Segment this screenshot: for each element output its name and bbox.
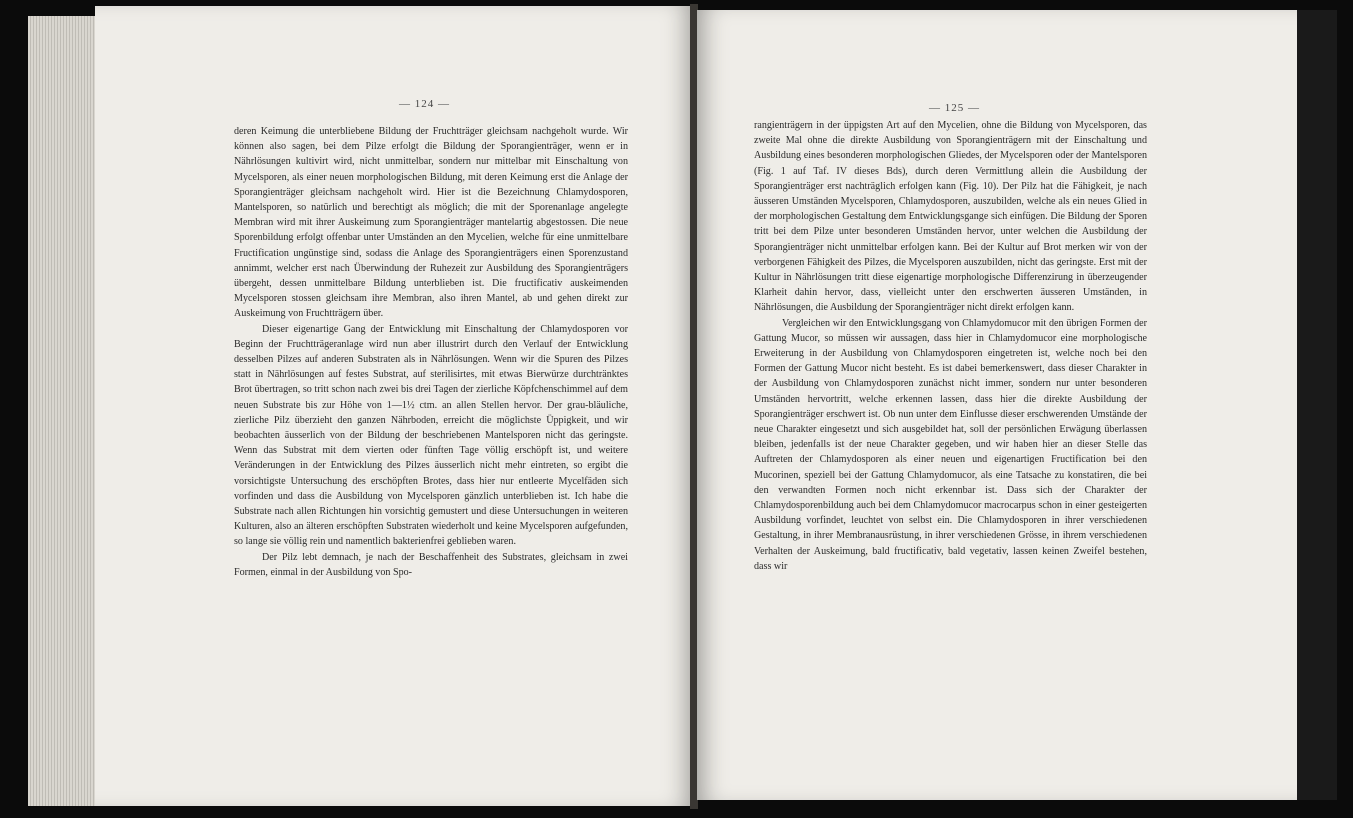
paragraph: deren Keimung die unterbliebene Bildung der Fruchtträger gleichsam nachgeholt wurde. Wir können also sagen, bei dem Pilze erfolgt die Bildung der Sporangienträger, wenn er in Nährlösungen kultivirt wird, nicht unmittelbar, sondern nur mittelbar mit Einschaltung von Mycelsporen, als einer neuen morphologischen Bildung, mit deren Keimung erst die Anlage der Sporangienträger gleichsam nachgeholt wird. Hier ist die Bezeichnung Chlamydosporen, Mantelsporen, so natürlich und berechtigt als möglich; die mit der Sporenanlage angelegte Membran wird mit ihrer Auskeimung zum Sporangienträger mantelartig abgestossen. Die neue Sporenbildung erfolgt offenbar unter Umständen an den Mycelien, welche für eine unmittelbare Fructification ungünstige sind, sodass die Anlage des Sporangienträgers einen Sporenzustand annimmt, welcher erst nach Überwindung der Ruhezeit zur Ausbildung des Sporangienträgers übergeht, dessen unmittelbare Bildung unterblieben ist. Die fructificativ auskeimenden Mycelsporen stossen gleichsam ihre Membran, also ihren Mantel, ab und gehen direkt zur Auskeimung von Fruchtträgern über. [234, 126, 628, 320]
page-number: — 125 — [929, 102, 980, 114]
background-edge [1297, 10, 1337, 800]
page-body [234, 124, 628, 580]
page-body [754, 118, 1147, 574]
right-page [697, 10, 1297, 800]
paragraph: rangienträgern in der üppigsten Art auf den Mycelien, ohne die Bildung von Mycelsporen, das zweite Mal ohne die direkte Ausbildung von Sporangienträgern mit der Einschaltung und Ausbildung eines besonderen morphologischen Gliedes, der Mycelsporen oder der Mantelsporen (Fig. 1 auf Taf. IV dieses Bds), durch deren Vermittlung allein die Ausbildung der Sporangienträger erst nachträglich erfolgen kann (Fig. 10). Der Pilz hat die Fähigkeit, je nach äusseren Umständen Mycelsporen, Chlamydosporen, auszubilden, welche als ein neues Glied in der morphologischen Gestaltung dem Entwicklungsgange sich einfügen. Die Bildung der Sporen tritt bei dem Pilze unter besonderen Umständen hervor, unter welchen die Ausbildung der Sporangienträger nicht unmittelbar erfolgen kann. Bei der Kultur auf Brot merken wir von der verborgenen Fähigkeit des Pilzes, die Mycelsporen auszubilden, nicht das geringste. Erst mit der Kultur in Nährlösungen tritt diese eigenartige morphologische Differenzirung in überzeugender Klarheit dahin hervor, dass, vielleicht unter den erschwerten äusseren Umständen, in Nährlösungen, die Ausbildung der Sporangienträger nicht direkt erfolgen kann. [754, 120, 1147, 314]
paragraph: Dieser eigenartige Gang der Entwicklung mit Einschaltung der Chlamydosporen vor Beginn der Fruchtträgeranlage wird nun aber illustrirt durch den Verlauf der Entwicklung desselben Pilzes auf anderen Substraten als in Nährlösungen. Wenn wir die Spuren des Pilzes statt in Nährlösungen auf festes Substrat, auf sterilisirtes, mit etwas Bierwürze durchtränktes Brot übertragen, so tritt schon nach zwei bis drei Tagen der zierliche Köpfchenschimmel auf dem neuen Substrate bis zur Höhe von 1—1½ ctm. an allen Stellen hervor. Der grau-bläuliche, zierliche Pilz überzieht den ganzen Nährboden, erreicht die möglichste Üppigkeit, und wir beobachten äusserlich von der Bildung der beschriebenen Mantelsporen nicht das geringste. Wenn das Substrat mit dem vierten oder fünften Tage völlig erschöpft ist, und weitere Veränderungen in der Entwicklung des Pilzes äusserlich nicht mehr eintreten, so ergibt die vorsichtigste Untersuchung des erschöpften Brotes, dass hier nur entleerte Mycelfäden sich vorfinden und dass die Ausbildung von Mycelsporen gänzlich unterblieben ist. Ich habe die Substrate nach allen Richtungen hin vorsichtig gemustert und diese Untersuchungen in weiteren Kulturen, also an älteren erschöpften Substraten wiederholt und keine Mycelsporen aufgefunden, so lange sie völlig rein und namentlich bakterienfrei geblieben waren. [234, 323, 628, 548]
left-page [95, 6, 693, 806]
paragraph: Der Pilz lebt demnach, je nach der Beschaffenheit des Substrates, gleichsam in zwei Formen, einmal in der Ausbildung von Spo- [234, 551, 628, 578]
paragraph: Vergleichen wir den Entwicklungsgang von Chlamydomucor mit den übrigen Formen der Gattung Mucor, so müssen wir aussagen, dass hier in Chlamydomucor eine morphologische Erweiterung in der Ausbildung von Chlamydosporen eingetreten ist, welche noch bei den Formen der Gattung Mucor nicht besteht. Es ist dabei bemerkenswert, dass dieser Charakter in der Ausbildung von Chlamydosporen zunächst nicht immer, sondern nur unter besonderen Umständen hervortritt, welche erkennen lassen, dass hier die direkte Ausbildung der Sporangienträger erschwert ist. Ob nun unter dem Einflusse dieser erschwerenden Umstände der neue Charakter eingesetzt und sich ausgebildet hat, soll der persönlichen Erwägung überlassen bleiben, jedenfalls ist der neue Charakter gegeben, und wir haben hier an dieser Stelle das Auftreten der Chlamydosporen als einer neuen und eigenartigen Fructification bei den Mucorinen, speziell bei der Gattung Chlamydomucor, als eine Tatsache zu konstatiren, die bei den verwandten Formen noch nicht erkennbar ist. Dass sich der Charakter der Chlamydosporenbildung auch bei dem Chlamydomucor macrocarpus schon in einer gesteigerten Ausbildung vorfindet, leuchtet von selbst ein. Die Chlamydosporen in ihrer verschiedenen Gestaltung, in ihrer Membranausrüstung, in ihrer verschiedenen Grösse, in ihrem verschiedenen Verhalten der Auskeimung, bald fructificativ, bald vegetativ, lassen keinen Zweifel bestehen, dass wir [754, 317, 1147, 572]
page-number: — 124 — [399, 98, 450, 110]
